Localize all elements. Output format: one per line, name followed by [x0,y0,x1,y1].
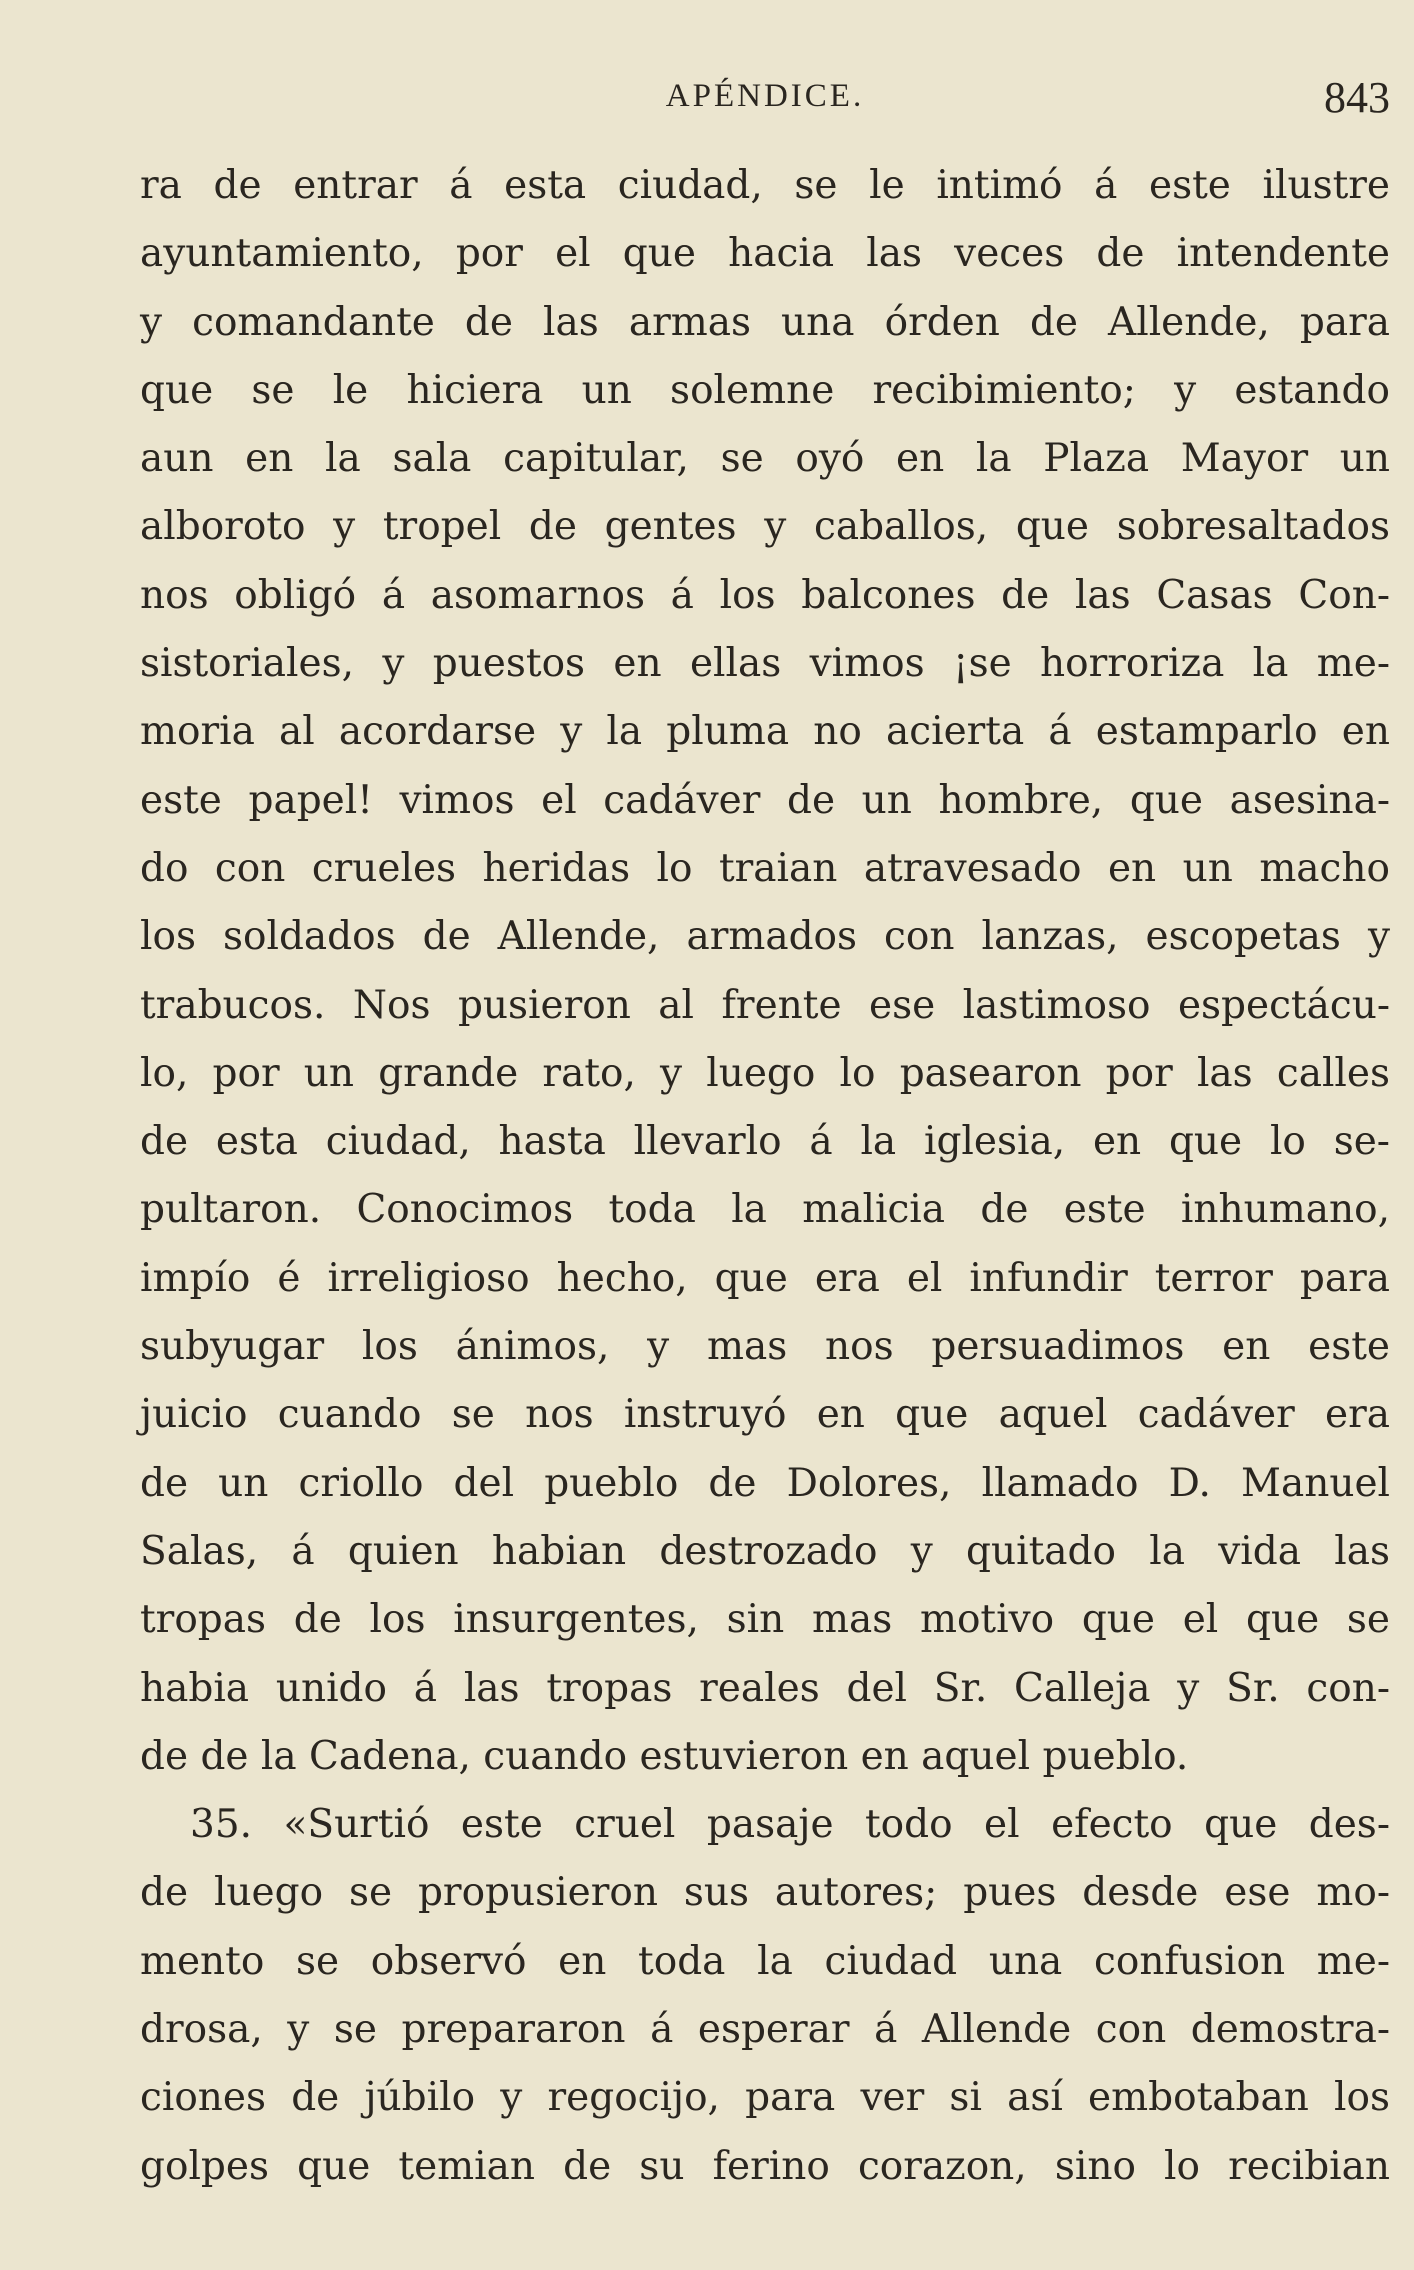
text-line: y comandante de las armas una órden de Allende, para [140,299,1390,345]
body-text [140,152,1390,2201]
text-line: que se le hiciera un solemne recibimiento; y estando [140,367,1390,413]
text-line: de un criollo del pueblo de Dolores, llamado D. Manuel [140,1460,1390,1506]
text-line: habia unido á las tropas reales del Sr. Calleja y Sr. con- [140,1665,1390,1711]
text-line: drosa, y se prepararon á esperar á Allende con demostra- [140,2007,1390,2053]
paragraph-end-line: de de la Cadena, cuando estuvieron en aquel pueblo. [140,1733,1189,1779]
text-line: tropas de los insurgentes, sin mas motivo que el que se [140,1597,1390,1643]
text-line: sistoriales, y puestos en ellas vimos ¡se horroriza la me- [140,641,1390,687]
text-line: este papel! vimos el cadáver de un hombre, que asesina- [140,777,1390,823]
text-line: ciones de júbilo y regocijo, para ver si así embotaban los [140,2075,1390,2121]
running-title: APÉNDICE. [665,78,865,114]
text-line: mento se observó en toda la ciudad una confusion me- [140,1938,1390,1984]
page-number: 843 [1324,73,1390,122]
text-line: nos obligó á asomarnos á los balcones de las Casas Con- [140,572,1390,618]
text-line: subyugar los ánimos, y mas nos persuadimos en este [140,1324,1390,1370]
text-line: aun en la sala capitular, se oyó en la Plaza Mayor un [140,436,1390,482]
text-line: moria al acordarse y la pluma no acierta á estamparlo en [140,709,1390,755]
text-line: impío é irreligioso hecho, que era el infundir terror para [140,1255,1390,1301]
text-line: juicio cuando se nos instruyó en que aquel cadáver era [140,1392,1390,1438]
paragraph-start-line: 35. «Surtió este cruel pasaje todo el efecto que des- [190,1802,1390,1848]
running-head [140,72,1390,122]
text-line: golpes que temian de su ferino corazon, sino lo recibian [140,2143,1390,2189]
text-line: alboroto y tropel de gentes y caballos, que sobresaltados [140,504,1390,550]
text-line: trabucos. Nos pusieron al frente ese lastimoso espectácu- [140,982,1390,1028]
text-line: de luego se propusieron sus autores; pues desde ese mo- [140,1870,1390,1916]
text-line: de esta ciudad, hasta llevarlo á la iglesia, en que lo se- [140,1119,1390,1165]
text-line: ra de entrar á esta ciudad, se le intimó á este ilustre [140,163,1390,208]
text-line: Salas, á quien habian destrozado y quitado la vida las [140,1528,1390,1574]
text-line: lo, por un grande rato, y luego lo pasearon por las calles [140,1050,1390,1096]
text-line: ayuntamiento, por el que hacia las veces de intendente [140,231,1390,277]
text-line: los soldados de Allende, armados con lanzas, escopetas y [140,914,1390,960]
text-line: pultaron. Conocimos toda la malicia de este inhumano, [140,1187,1390,1233]
text-line: do con crueles heridas lo traian atravesado en un macho [140,845,1390,891]
